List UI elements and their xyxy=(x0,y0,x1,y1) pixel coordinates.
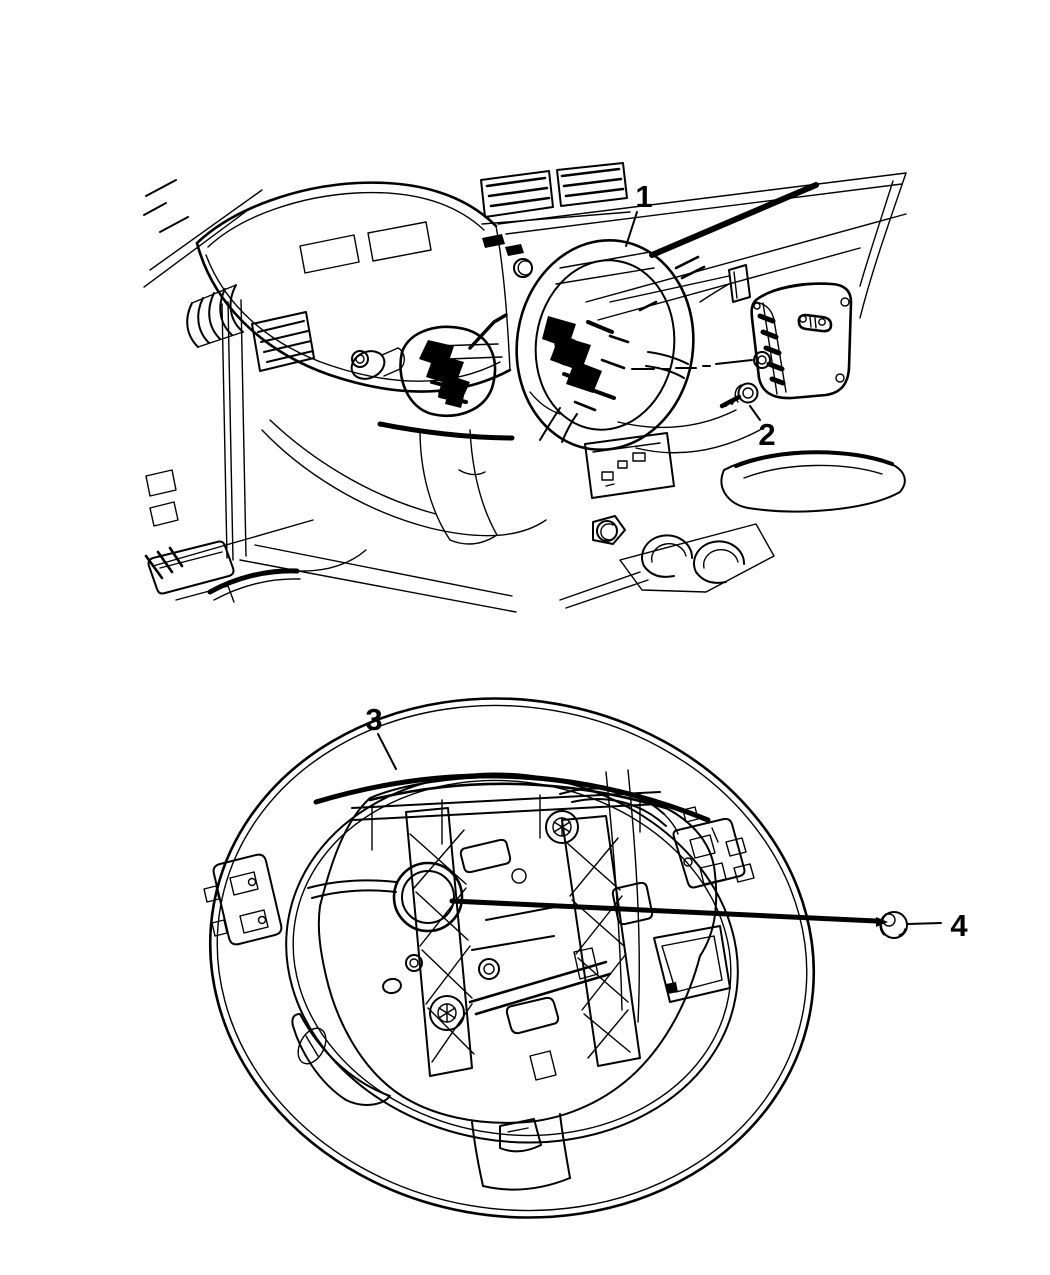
callout-4-leader xyxy=(908,923,941,924)
wheel-armature xyxy=(292,777,716,1190)
blank-switch-panel xyxy=(654,926,730,1002)
callout-1-label: 1 xyxy=(635,179,653,214)
jeep-grille-logo xyxy=(799,315,831,331)
callout-2 xyxy=(750,406,776,452)
callout-3-label: 3 xyxy=(365,702,383,737)
steering-wheel-figure xyxy=(169,651,969,1264)
armrest xyxy=(721,452,904,512)
torx-screw-right xyxy=(546,811,578,843)
airbag-module xyxy=(752,284,851,398)
airbag-screw xyxy=(722,384,758,407)
callout-3 xyxy=(365,702,396,769)
wheel-screw xyxy=(880,912,907,938)
left-dash-side xyxy=(146,285,314,578)
wheel-rim xyxy=(169,651,855,1264)
center-console xyxy=(560,433,905,608)
left-switch-module xyxy=(204,855,281,945)
callout-3-leader xyxy=(378,734,396,769)
a-pillar-lines xyxy=(144,180,262,287)
clockspring-opening xyxy=(394,863,462,931)
cluster-hood xyxy=(197,183,524,392)
callout-1-leader xyxy=(626,212,637,246)
instrument-panel-figure xyxy=(144,163,906,612)
lower-spoke xyxy=(472,1114,570,1190)
pedal-floor-area xyxy=(149,420,547,612)
callout-2-label: 2 xyxy=(758,417,776,452)
steering-column xyxy=(347,315,512,544)
torx-screw-lower xyxy=(430,996,464,1030)
right-switch-module xyxy=(674,807,755,888)
wheel-hub-mechanism xyxy=(540,316,628,442)
lower-left-shroud xyxy=(292,1014,390,1105)
callout-4 xyxy=(908,908,968,943)
right-truss xyxy=(562,816,640,1066)
callout-4-label: 4 xyxy=(950,908,968,943)
